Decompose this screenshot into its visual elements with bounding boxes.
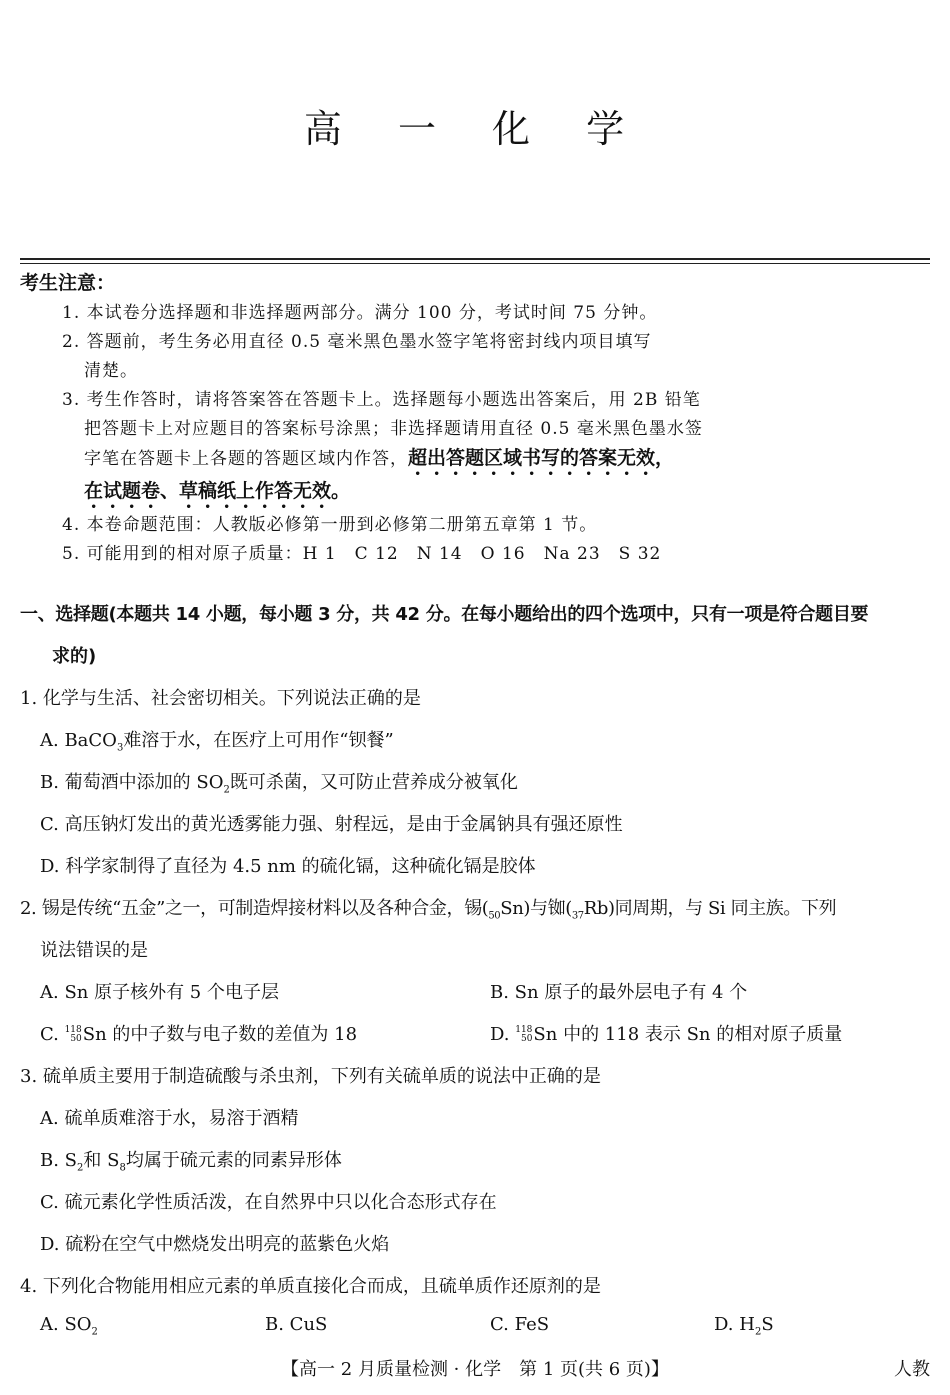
notice-emphasis-1: 超出答题区域书写的答案无效， [408,447,675,469]
q3-option-c: C. 硫元素化学性质活泼，在自然界中只以化合态形式存在 [40,1192,497,1213]
q4-option-a [40,1314,98,1338]
q1-b-post: 既可杀菌，又可防止营养成分被氧化 [229,772,518,793]
q2-d-z: 50 [520,1034,533,1044]
q4-stem: 4. 下列化合物能用相应元素的单质直接化合而成，且硫单质作还原剂的是 [20,1276,601,1297]
q1-a-pre: A. BaCO [40,730,117,751]
q2-sn-z: 50 [488,910,501,922]
notice-item-3-cont2 [84,443,674,480]
section-heading: 一、选择题(本题共 14 小题，每小题 3 分，共 42 分。在每小题给出的四个选项中，只有一项是符合题目要 [20,604,869,625]
q1-b-pre: B. 葡萄酒中添加的 SO [40,772,224,793]
q2-d-pre: D. [490,1024,516,1045]
q4-d-pre: D. H [714,1314,755,1335]
page-title: 高 一 化 学 [303,107,647,151]
q2-stem-a: 2. 锡是传统“五金”之一，可制造焊接材料以及各种合金，锡( [20,898,489,919]
q1-a-post: 难溶于水，在医疗上可用作“钡餐” [123,730,394,751]
notice-item-3-text: 字笔在答题卡上各题的答题区域内作答， [84,449,408,469]
q2-stem-cont: 说法错误的是 [40,940,148,961]
notice-item-1: 1. 本试卷分选择题和非选择题两部分。满分 100 分，考试时间 75 分钟。 [62,303,658,323]
q3-b-post: 均属于硫元素的同素异形体 [125,1150,342,1171]
q2-option-d [490,1020,842,1046]
q2-c-pre: C. [40,1024,65,1045]
q2-c-post: Sn 的中子数与电子数的差值为 18 [82,1024,358,1045]
q2-stem-b: Sn)与铷( [500,898,572,919]
q2-c-z: 50 [70,1034,82,1044]
q4-a-sub: 2 [91,1326,98,1338]
q3-option-a: A. 硫单质难溶于水，易溶于酒精 [40,1108,299,1129]
q4-d-sub: 2 [754,1326,762,1338]
q2-stem [20,894,836,922]
notice-item-3: 3. 考生作答时，请将答案答在答题卡上。选择题每小题选出答案后，用 2B 铅笔 [62,390,701,410]
page-footer: 【高一 2 月质量检测 · 化学 第 1 页(共 6 页)】 [281,1359,669,1380]
q1-a-sub: 3 [116,742,124,754]
q1-option-a [40,726,394,754]
q2-stem-c: Rb)同周期，与 Si 同主族。下列 [583,898,837,919]
notice-item-2-cont: 清楚。 [84,361,138,381]
q1-option-c: C. 高压钠灯发出的黄光透雾能力强、射程远，是由于金属钠具有强还原性 [40,814,623,835]
q1-option-d: D. 科学家制得了直径为 4.5 nm 的硫化镉，这种硫化镉是胶体 [40,856,536,877]
q2-d-mass: 118 [515,1025,533,1035]
q3-b-sub1: 2 [77,1162,84,1174]
notice-item-4: 4. 本卷命题范围：人教版必修第一册到必修第二册第五章第 1 节。 [62,515,598,535]
notice-item-3-cont3 [84,476,350,513]
footer-publisher: 人教 [894,1359,930,1380]
q3-b-mid: 和 S [83,1150,120,1171]
q2-rb-z: 37 [571,910,584,922]
q3-b-pre: B. S [40,1150,78,1171]
q4-option-c: C. FeS [490,1314,550,1335]
header-rule-thick [20,258,930,260]
q4-a-pre: A. SO [40,1314,92,1335]
q2-option-a: A. Sn 原子核外有 5 个电子层 [40,982,279,1003]
notice-heading: 考生注意： [20,272,116,294]
q4-option-b: B. CuS [265,1314,328,1335]
q2-option-b: B. Sn 原子的最外层电子有 4 个 [490,982,748,1003]
q1-stem: 1. 化学与生活、社会密切相关。下列说法正确的是 [20,688,421,709]
notice-item-5: 5. 可能用到的相对原子质量：H 1 C 12 N 14 O 16 Na 23 S 32 [62,544,662,564]
section-heading-cont: 求的) [52,646,97,667]
q2-c-nuclide [65,1026,82,1044]
q2-option-c [40,1020,357,1046]
notice-item-3-cont1: 把答题卡上对应题目的答案标号涂黑；非选择题请用直径 0.5 毫米黑色墨水签 [84,419,703,439]
q3-option-b [40,1146,342,1174]
q2-d-post: Sn 中的 118 表示 Sn 的相对原子质量 [533,1024,843,1045]
q3-option-d: D. 硫粉在空气中燃烧发出明亮的蓝紫色火焰 [40,1234,390,1255]
header-rule-thin [20,263,930,264]
q3-b-sub2: 8 [119,1162,126,1174]
q1-option-b [40,768,518,796]
q2-c-mass: 118 [64,1025,82,1035]
q4-option-d [714,1314,774,1338]
q4-d-post: S [761,1314,774,1335]
q1-b-sub: 2 [223,784,230,796]
notice-item-2: 2. 答题前，考生务必用直径 0.5 毫米黑色墨水签字笔将密封线内项目填写 [62,332,652,352]
q3-stem: 3. 硫单质主要用于制造硫酸与杀虫剂，下列有关硫单质的说法中正确的是 [20,1066,601,1087]
notice-emphasis-2: 在试题卷、草稿纸上作答无效。 [84,480,351,502]
q2-d-nuclide [515,1026,532,1044]
